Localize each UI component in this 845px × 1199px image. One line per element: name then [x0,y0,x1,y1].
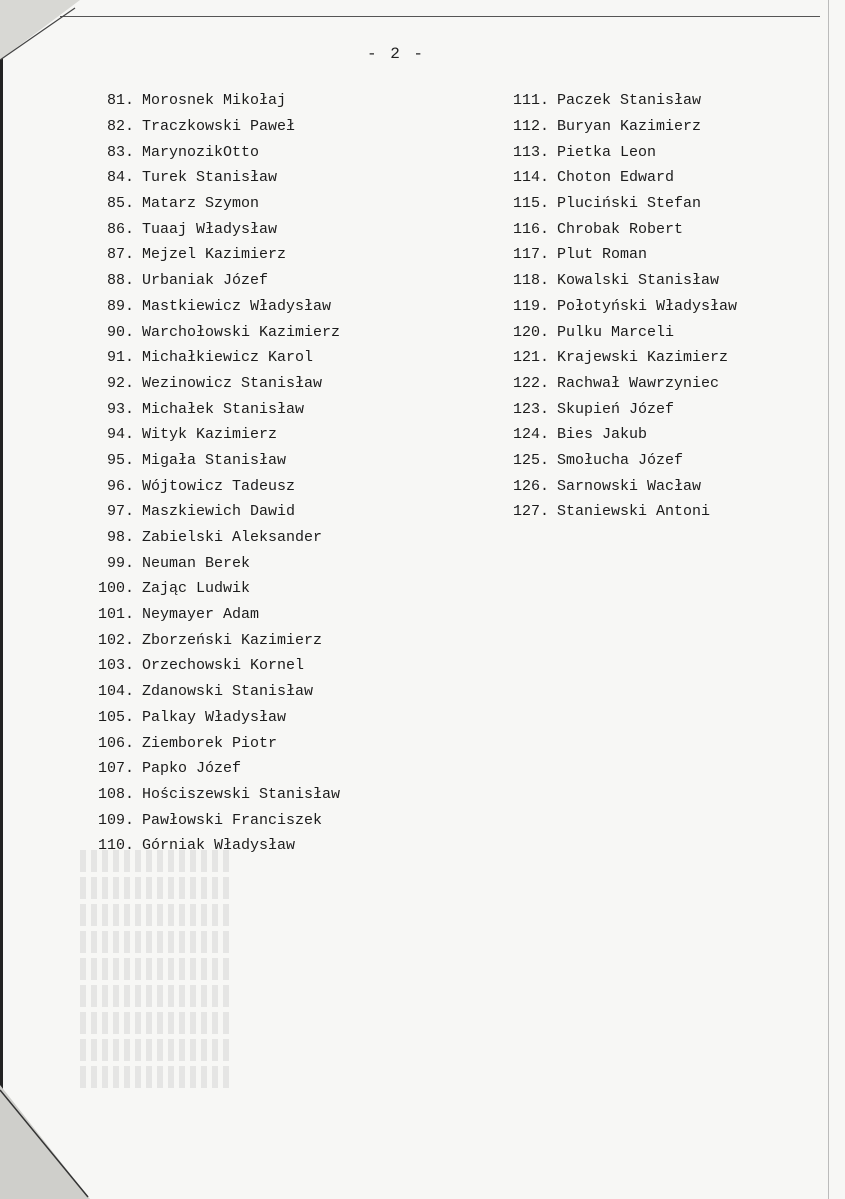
entry-number: 113. [512,143,549,161]
list-item [80,576,410,602]
folded-corner-bottom [0,1085,90,1199]
list-item [80,268,410,294]
entry-number: 107. [97,760,134,778]
entry-name: Wityk Kazimierz [142,426,278,444]
entry-number: 126. [512,477,549,495]
list-item [495,448,825,474]
entry-name: Zabielski Aleksander [142,529,323,547]
entry-number: 99. [106,554,134,572]
entry-number: 89. [106,297,134,315]
list-item [80,550,410,576]
list-item [495,191,825,217]
entry-name: Neymayer Adam [142,606,260,624]
entry-number: 81. [106,92,134,110]
list-item [80,422,410,448]
entry-number: 92. [106,374,134,392]
list-item [80,602,410,628]
entry-name: Bies Jakub [557,426,648,444]
entry-name: Turek Stanisław [142,169,278,187]
name-list-left-column [80,88,410,859]
list-item [80,756,410,782]
list-item [495,114,825,140]
entry-name: Paczek Stanisław [557,92,702,110]
entry-number: 124. [512,426,549,444]
list-item [495,422,825,448]
entry-name: Pulku Marceli [557,323,675,341]
entry-number: 105. [97,708,134,726]
folded-corner-top [0,0,80,60]
entry-number: 95. [106,451,134,469]
entry-number: 119. [512,297,549,315]
entry-name: Michałek Stanisław [142,400,305,418]
entry-name: Mastkiewicz Władysław [142,297,332,315]
list-item [80,191,410,217]
entry-number: 112. [512,118,549,136]
scan-top-edge [60,16,820,17]
entry-number: 108. [97,785,134,803]
entry-number: 88. [106,272,134,290]
entry-name: Pluciński Stefan [557,195,702,213]
scan-left-edge [0,0,3,1199]
entry-name: Krajewski Kazimierz [557,349,729,367]
entry-number: 104. [97,683,134,701]
list-item [80,371,410,397]
entry-name: Palkay Władysław [142,708,287,726]
entry-number: 103. [97,657,134,675]
scan-right-edge [828,0,829,1199]
list-item [80,396,410,422]
list-item [80,165,410,191]
list-item [495,319,825,345]
entry-name: Smołucha Józef [557,451,684,469]
name-list-right-column [495,88,825,525]
entry-name: Tuaaj Władysław [142,220,278,238]
entry-name: Sarnowski Wacław [557,477,702,495]
entry-name: Mejzel Kazimierz [142,246,287,264]
list-item [80,319,410,345]
entry-name: Papko Józef [142,760,242,778]
entry-number: 91. [106,349,134,367]
entry-name: Urbaniak Józef [142,272,269,290]
list-item [80,88,410,114]
entry-name: Staniewski Antoni [557,503,711,521]
list-item [80,833,410,859]
entry-number: 116. [512,220,549,238]
entry-name: Zborzeński Kazimierz [142,631,323,649]
entry-name: Morosnek Mikołaj [142,92,287,110]
entry-number: 102. [97,631,134,649]
entry-number: 93. [106,400,134,418]
entry-number: 110. [97,837,134,855]
entry-name: Maszkiewich Dawid [142,503,296,521]
entry-name: Neuman Berek [142,554,251,572]
entry-number: 117. [512,246,549,264]
list-item [80,114,410,140]
list-item [80,139,410,165]
entry-name: Pietka Leon [557,143,657,161]
entry-number: 90. [106,323,134,341]
entry-number: 85. [106,195,134,213]
entry-name: Rachwał Wawrzyniec [557,374,720,392]
list-item [495,473,825,499]
entry-number: 94. [106,426,134,444]
entry-number: 125. [512,451,549,469]
entry-number: 120. [512,323,549,341]
list-item [80,473,410,499]
entry-name: MarynozikOtto [142,143,260,161]
list-item [80,525,410,551]
entry-number: 122. [512,374,549,392]
entry-name: Orzechowski Kornel [142,657,305,675]
list-item [80,653,410,679]
entry-number: 98. [106,529,134,547]
entry-number: 96. [106,477,134,495]
list-item [80,807,410,833]
entry-name: Migała Stanisław [142,451,287,469]
list-item [495,139,825,165]
entry-name: Pawłowski Franciszek [142,811,323,829]
list-item [80,705,410,731]
entry-name: Zając Ludwik [142,580,251,598]
entry-number: 87. [106,246,134,264]
entry-number: 100. [97,580,134,598]
list-item [495,268,825,294]
entry-name: Wójtowicz Tadeusz [142,477,296,495]
list-item [80,679,410,705]
list-item [80,345,410,371]
entry-number: 111. [512,92,549,110]
list-item [80,242,410,268]
entry-name: Połotyński Władysław [557,297,738,315]
entry-name: Chrobak Robert [557,220,684,238]
list-item [495,88,825,114]
entry-number: 84. [106,169,134,187]
entry-name: Traczkowski Paweł [142,118,296,136]
entry-number: 115. [512,195,549,213]
entry-number: 83. [106,143,134,161]
list-item [495,294,825,320]
entry-name: Zdanowski Stanisław [142,683,314,701]
list-item [495,165,825,191]
entry-number: 97. [106,503,134,521]
entry-name: Plut Roman [557,246,648,264]
entry-name: Wezinowicz Stanisław [142,374,323,392]
page-number: - 2 - [367,45,426,63]
list-item [80,216,410,242]
entry-name: Buryan Kazimierz [557,118,702,136]
list-item [495,345,825,371]
list-item [495,216,825,242]
list-item [495,499,825,525]
entry-name: Górniak Władysław [142,837,296,855]
list-item [495,242,825,268]
entry-number: 118. [512,272,549,290]
entry-number: 114. [512,169,549,187]
entry-number: 127. [512,503,549,521]
entry-name: Hościszewski Stanisław [142,785,341,803]
entry-name: Kowalski Stanisław [557,272,720,290]
entry-name: Warchołowski Kazimierz [142,323,341,341]
list-item [80,448,410,474]
entry-number: 109. [97,811,134,829]
entry-name: Ziemborek Piotr [142,734,278,752]
entry-number: 82. [106,118,134,136]
entry-number: 101. [97,606,134,624]
entry-name: Choton Edward [557,169,675,187]
list-item [80,730,410,756]
list-item [80,294,410,320]
list-item [80,782,410,808]
list-item [80,627,410,653]
entry-number: 121. [512,349,549,367]
entry-number: 86. [106,220,134,238]
list-item [495,396,825,422]
entry-number: 106. [97,734,134,752]
entry-name: Skupień Józef [557,400,675,418]
entry-name: Matarz Szymon [142,195,260,213]
entry-name: Michałkiewicz Karol [142,349,314,367]
entry-number: 123. [512,400,549,418]
list-item [80,499,410,525]
bleed-through-text [80,850,340,1100]
list-item [495,371,825,397]
